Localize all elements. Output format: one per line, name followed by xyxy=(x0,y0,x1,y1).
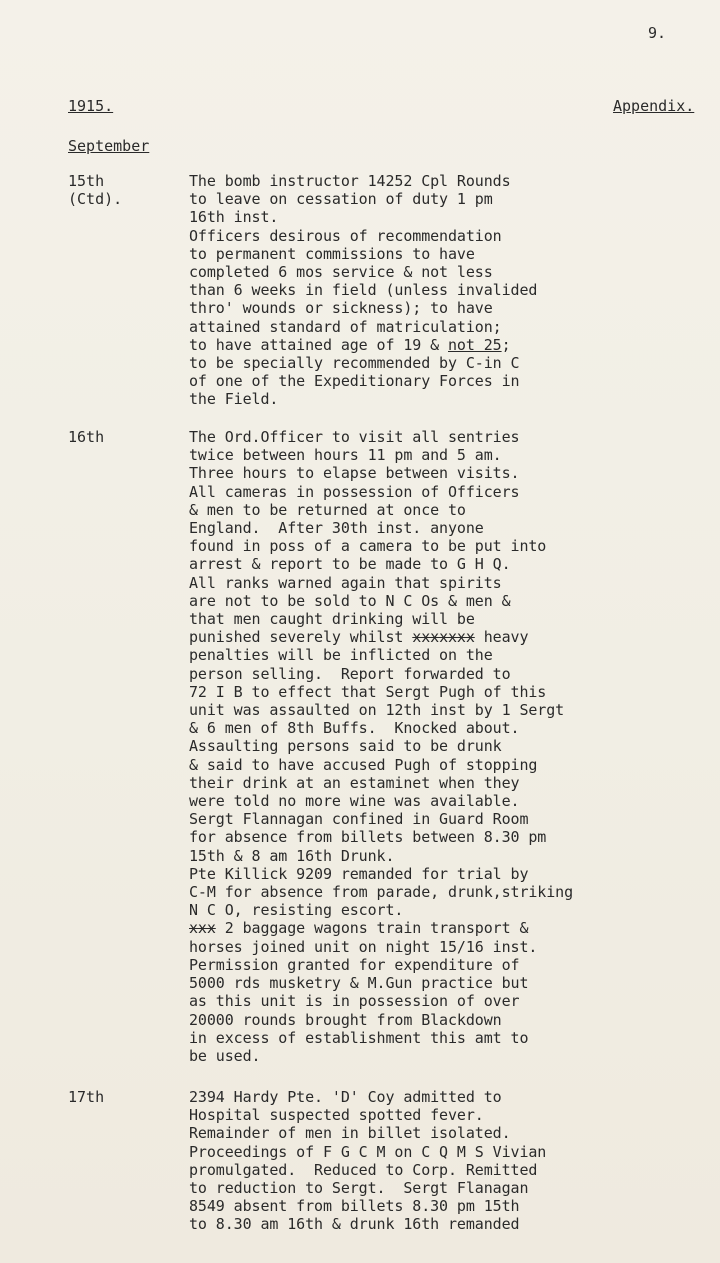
entry-line: penalties will be inflicted on the xyxy=(189,646,493,665)
entry-line: Remainder of men in billet isolated. xyxy=(189,1124,511,1143)
entry-line: Sergt Flannagan confined in Guard Room xyxy=(189,810,529,829)
entry-line: All ranks warned again that spirits xyxy=(189,573,502,592)
entry-line: horses joined unit on night 15/16 inst. xyxy=(189,937,538,956)
entry-line: 8549 absent from billets 8.30 pm 15th xyxy=(189,1197,520,1216)
entry-line: to be specially recommended by C-in C xyxy=(189,354,520,373)
entry-line: are not to be sold to N C Os & men & xyxy=(189,591,511,610)
entry-line: of one of the Expeditionary Forces in xyxy=(189,372,520,391)
entry-line: than 6 weeks in field (unless invalided xyxy=(189,281,538,300)
line-text: ; xyxy=(501,335,511,354)
entry-line: that men caught drinking will be xyxy=(189,610,475,629)
entry-line: thro' wounds or sickness); to have xyxy=(189,299,493,318)
entry-line: to 8.30 am 16th & drunk 16th remanded xyxy=(189,1215,520,1234)
entry-line: 5000 rds musketry & M.Gun practice but xyxy=(189,974,529,993)
page-number: 9. xyxy=(648,24,667,42)
entry-line xyxy=(189,919,573,937)
line-text: 2 baggage wagons train transport & xyxy=(215,919,529,938)
entry-line: completed 6 mos service & not less xyxy=(189,263,493,282)
year-heading: 1915. xyxy=(68,97,114,115)
entry-date: 17th xyxy=(68,1088,105,1106)
entry-line: Officers desirous of recommendation xyxy=(189,226,502,245)
struck-text: xxx xyxy=(189,919,216,938)
entry-line: 2394 Hardy Pte. 'D' Coy admitted to xyxy=(189,1088,502,1106)
entry-date: 15th (Ctd). xyxy=(68,172,123,209)
entry-line: Hospital suspected spotted fever. xyxy=(189,1106,484,1125)
entry-line: 15th & 8 am 16th Drunk. xyxy=(189,846,395,865)
entry-text xyxy=(189,1088,546,1234)
entry-line: the Field. xyxy=(189,390,279,409)
entry-line: for absence from billets between 8.30 pm xyxy=(189,828,547,847)
entry-line: 20000 rounds brought from Blackdown xyxy=(189,1010,502,1029)
entry-line: unit was assaulted on 12th inst by 1 Sergt xyxy=(189,701,565,720)
entry-line: 16th inst. xyxy=(189,208,279,227)
appendix-heading: Appendix. xyxy=(613,97,695,115)
entry-line: Permission granted for expenditure of xyxy=(189,955,520,974)
entry-line: attained standard of matriculation; xyxy=(189,317,502,336)
entry-line: to leave on cessation of duty 1 pm xyxy=(189,190,493,209)
entry-line: & said to have accused Pugh of stopping xyxy=(189,755,538,774)
entry-line: All cameras in possession of Officers xyxy=(189,482,520,501)
entry-line: & 6 men of 8th Buffs. Knocked about. xyxy=(189,719,520,738)
entry-line: were told no more wine was available. xyxy=(189,792,520,811)
entry-line: N C O, resisting escort. xyxy=(189,901,404,920)
entry-date: 16th xyxy=(68,428,105,446)
entry-line: in excess of establishment this amt to xyxy=(189,1028,529,1047)
entry-line: twice between hours 11 pm and 5 am. xyxy=(189,446,502,465)
entry-line xyxy=(189,336,537,354)
entry-line: promulgated. Reduced to Corp. Remitted xyxy=(189,1160,538,1179)
underlined-text: not 25 xyxy=(448,335,502,354)
entry-line: The Ord.Officer to visit all sentries xyxy=(189,428,520,446)
month-heading: September xyxy=(68,137,150,155)
line-text: punished severely whilst xyxy=(189,628,413,647)
line-text: heavy xyxy=(474,628,529,647)
entry-line xyxy=(189,628,573,646)
line-text: to have attained age of 19 & xyxy=(189,335,448,354)
entry-line: person selling. Report forwarded to xyxy=(189,664,511,683)
entry-line: Three hours to elapse between visits. xyxy=(189,464,520,483)
entry-line: to permanent commissions to have xyxy=(189,244,475,263)
entry-line: Assaulting persons said to be drunk xyxy=(189,737,502,756)
entry-line: as this unit is in possession of over xyxy=(189,992,520,1011)
entry-text xyxy=(189,428,573,1065)
entry-line: C-M for absence from parade, drunk,striking xyxy=(189,883,574,902)
entry-line: The bomb instructor 14252 Cpl Rounds xyxy=(189,172,511,190)
entry-line: arrest & report to be made to G H Q. xyxy=(189,555,511,574)
entry-line: be used. xyxy=(189,1046,261,1065)
entry-line: 72 I B to effect that Sergt Pugh of this xyxy=(189,682,547,701)
entry-line: to reduction to Sergt. Sergt Flanagan xyxy=(189,1179,529,1198)
entry-line: England. After 30th inst. anyone xyxy=(189,519,484,538)
entry-line: Pte Killick 9209 remanded for trial by xyxy=(189,864,529,883)
entry-line: their drink at an estaminet when they xyxy=(189,773,520,792)
struck-text: xxxxxxx xyxy=(412,628,475,647)
entry-text xyxy=(189,172,537,409)
entry-line: found in poss of a camera to be put into xyxy=(189,537,547,556)
entry-line: Proceedings of F G C M on C Q M S Vivian xyxy=(189,1142,547,1161)
entry-line: & men to be returned at once to xyxy=(189,500,466,519)
